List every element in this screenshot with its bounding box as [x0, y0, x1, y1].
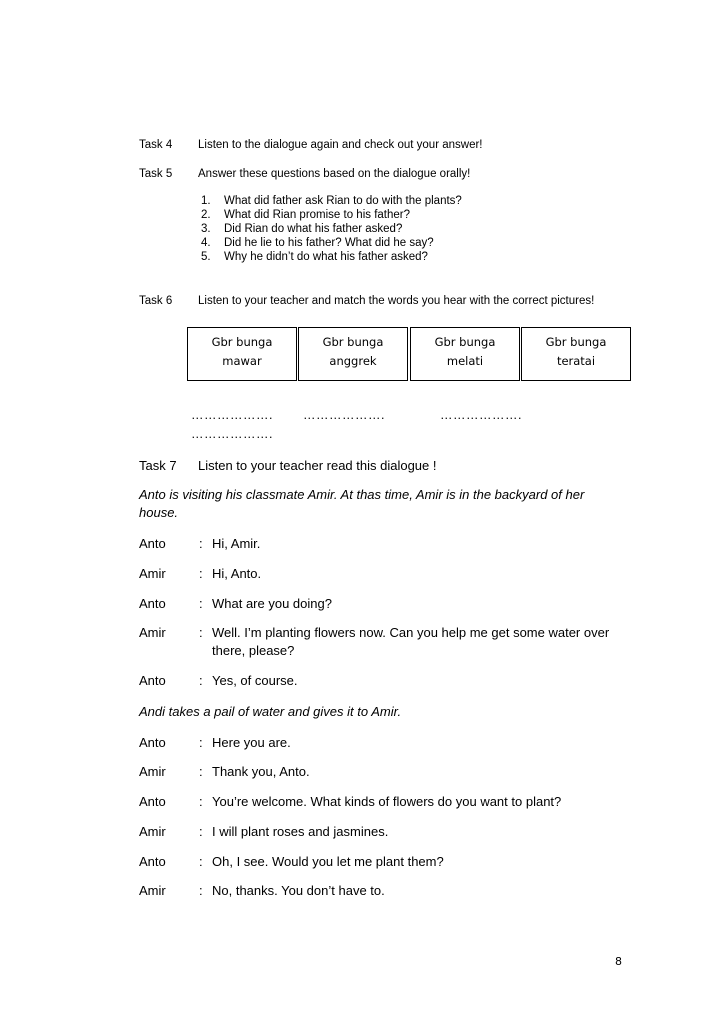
answer-blank: ………………. [440, 408, 522, 422]
intro-line2: house. [139, 505, 179, 520]
speaker-name: Amir [139, 883, 166, 898]
speaker-name: Amir [139, 566, 166, 581]
question-number: 4. [201, 237, 211, 249]
question-number: 5. [201, 251, 211, 263]
task6-text: Listen to your teacher and match the words you hear with the correct pictures! [198, 295, 595, 307]
speaker-name: Amir [139, 764, 166, 779]
speech-text: Thank you, Anto. [212, 764, 310, 779]
question-text: Why he didn’t do what his father asked? [224, 251, 428, 263]
speaker-colon: : [199, 764, 203, 779]
question-number: 1. [201, 195, 211, 207]
speaker-name: Amir [139, 625, 166, 640]
question-text: What did father ask Rian to do with the plants? [224, 195, 462, 207]
speaker-name: Anto [139, 536, 166, 551]
speaker-name: Anto [139, 735, 166, 750]
speaker-colon: : [199, 596, 203, 611]
speech-text: Oh, I see. Would you let me plant them? [212, 854, 444, 869]
speaker-name: Anto [139, 854, 166, 869]
question-text: Did Rian do what his father asked? [224, 223, 403, 235]
speech-text: What are you doing? [212, 596, 332, 611]
task7-text: Listen to your teacher read this dialogue ! [198, 458, 437, 473]
task4-text: Listen to the dialogue again and check out your answer! [198, 139, 483, 151]
speech-text: You’re welcome. What kinds of flowers do you want to plant? [212, 794, 562, 809]
question-text: Did he lie to his father? What did he say? [224, 237, 434, 249]
box-line1: Gbr bunga [434, 335, 496, 349]
speaker-colon: : [199, 625, 203, 640]
speaker-colon: : [199, 794, 203, 809]
picture-box-anggrek [298, 327, 408, 381]
speaker-colon: : [199, 824, 203, 839]
speaker-colon: : [199, 854, 203, 869]
picture-box-melati [410, 327, 520, 381]
answer-blank: ………………. [191, 427, 273, 441]
box-line1: Gbr bunga [211, 335, 273, 349]
narration: Andi takes a pail of water and gives it to Amir. [139, 704, 402, 719]
box-line2: melati [446, 354, 484, 368]
speaker-name: Anto [139, 596, 166, 611]
speech-text: Well. I’m planting flowers now. Can you help me get some water over [212, 625, 610, 640]
speech-text: Here you are. [212, 735, 291, 750]
task6-label: Task 6 [139, 295, 173, 307]
box-line2: teratai [556, 354, 596, 368]
speech-text: I will plant roses and jasmines. [212, 824, 389, 839]
speech-text: Hi, Amir. [212, 536, 261, 551]
question-number: 3. [201, 223, 211, 235]
speaker-colon: : [199, 566, 203, 581]
task5-label: Task 5 [139, 168, 173, 180]
speaker-name: Amir [139, 824, 166, 839]
answer-blank: ………………. [303, 408, 385, 422]
answer-blank: ………………. [191, 408, 273, 422]
box-line1: Gbr bunga [322, 335, 384, 349]
box-line2: mawar [222, 354, 262, 368]
picture-box-mawar [187, 327, 297, 381]
box-line2: anggrek [329, 354, 377, 368]
speaker-colon: : [199, 673, 203, 688]
question-number: 2. [201, 209, 211, 221]
task5-text: Answer these questions based on the dialogue orally! [198, 168, 471, 180]
speech-text: No, thanks. You don’t have to. [212, 883, 385, 898]
speech-text-continued: there, please? [212, 643, 295, 658]
page-number: 8 [615, 955, 622, 968]
speaker-name: Anto [139, 794, 166, 809]
intro-line1: Anto is visiting his classmate Amir. At thas time, Amir is in the backyard of her [139, 487, 585, 502]
speaker-name: Anto [139, 673, 166, 688]
speech-text: Hi, Anto. [212, 566, 262, 581]
speaker-colon: : [199, 735, 203, 750]
question-text: What did Rian promise to his father? [224, 209, 411, 221]
speaker-colon: : [199, 536, 203, 551]
speaker-colon: : [199, 883, 203, 898]
task4-label: Task 4 [139, 139, 173, 151]
task7-label: Task 7 [139, 458, 177, 473]
box-line1: Gbr bunga [545, 335, 607, 349]
speech-text: Yes, of course. [212, 673, 298, 688]
picture-box-teratai [521, 327, 631, 381]
